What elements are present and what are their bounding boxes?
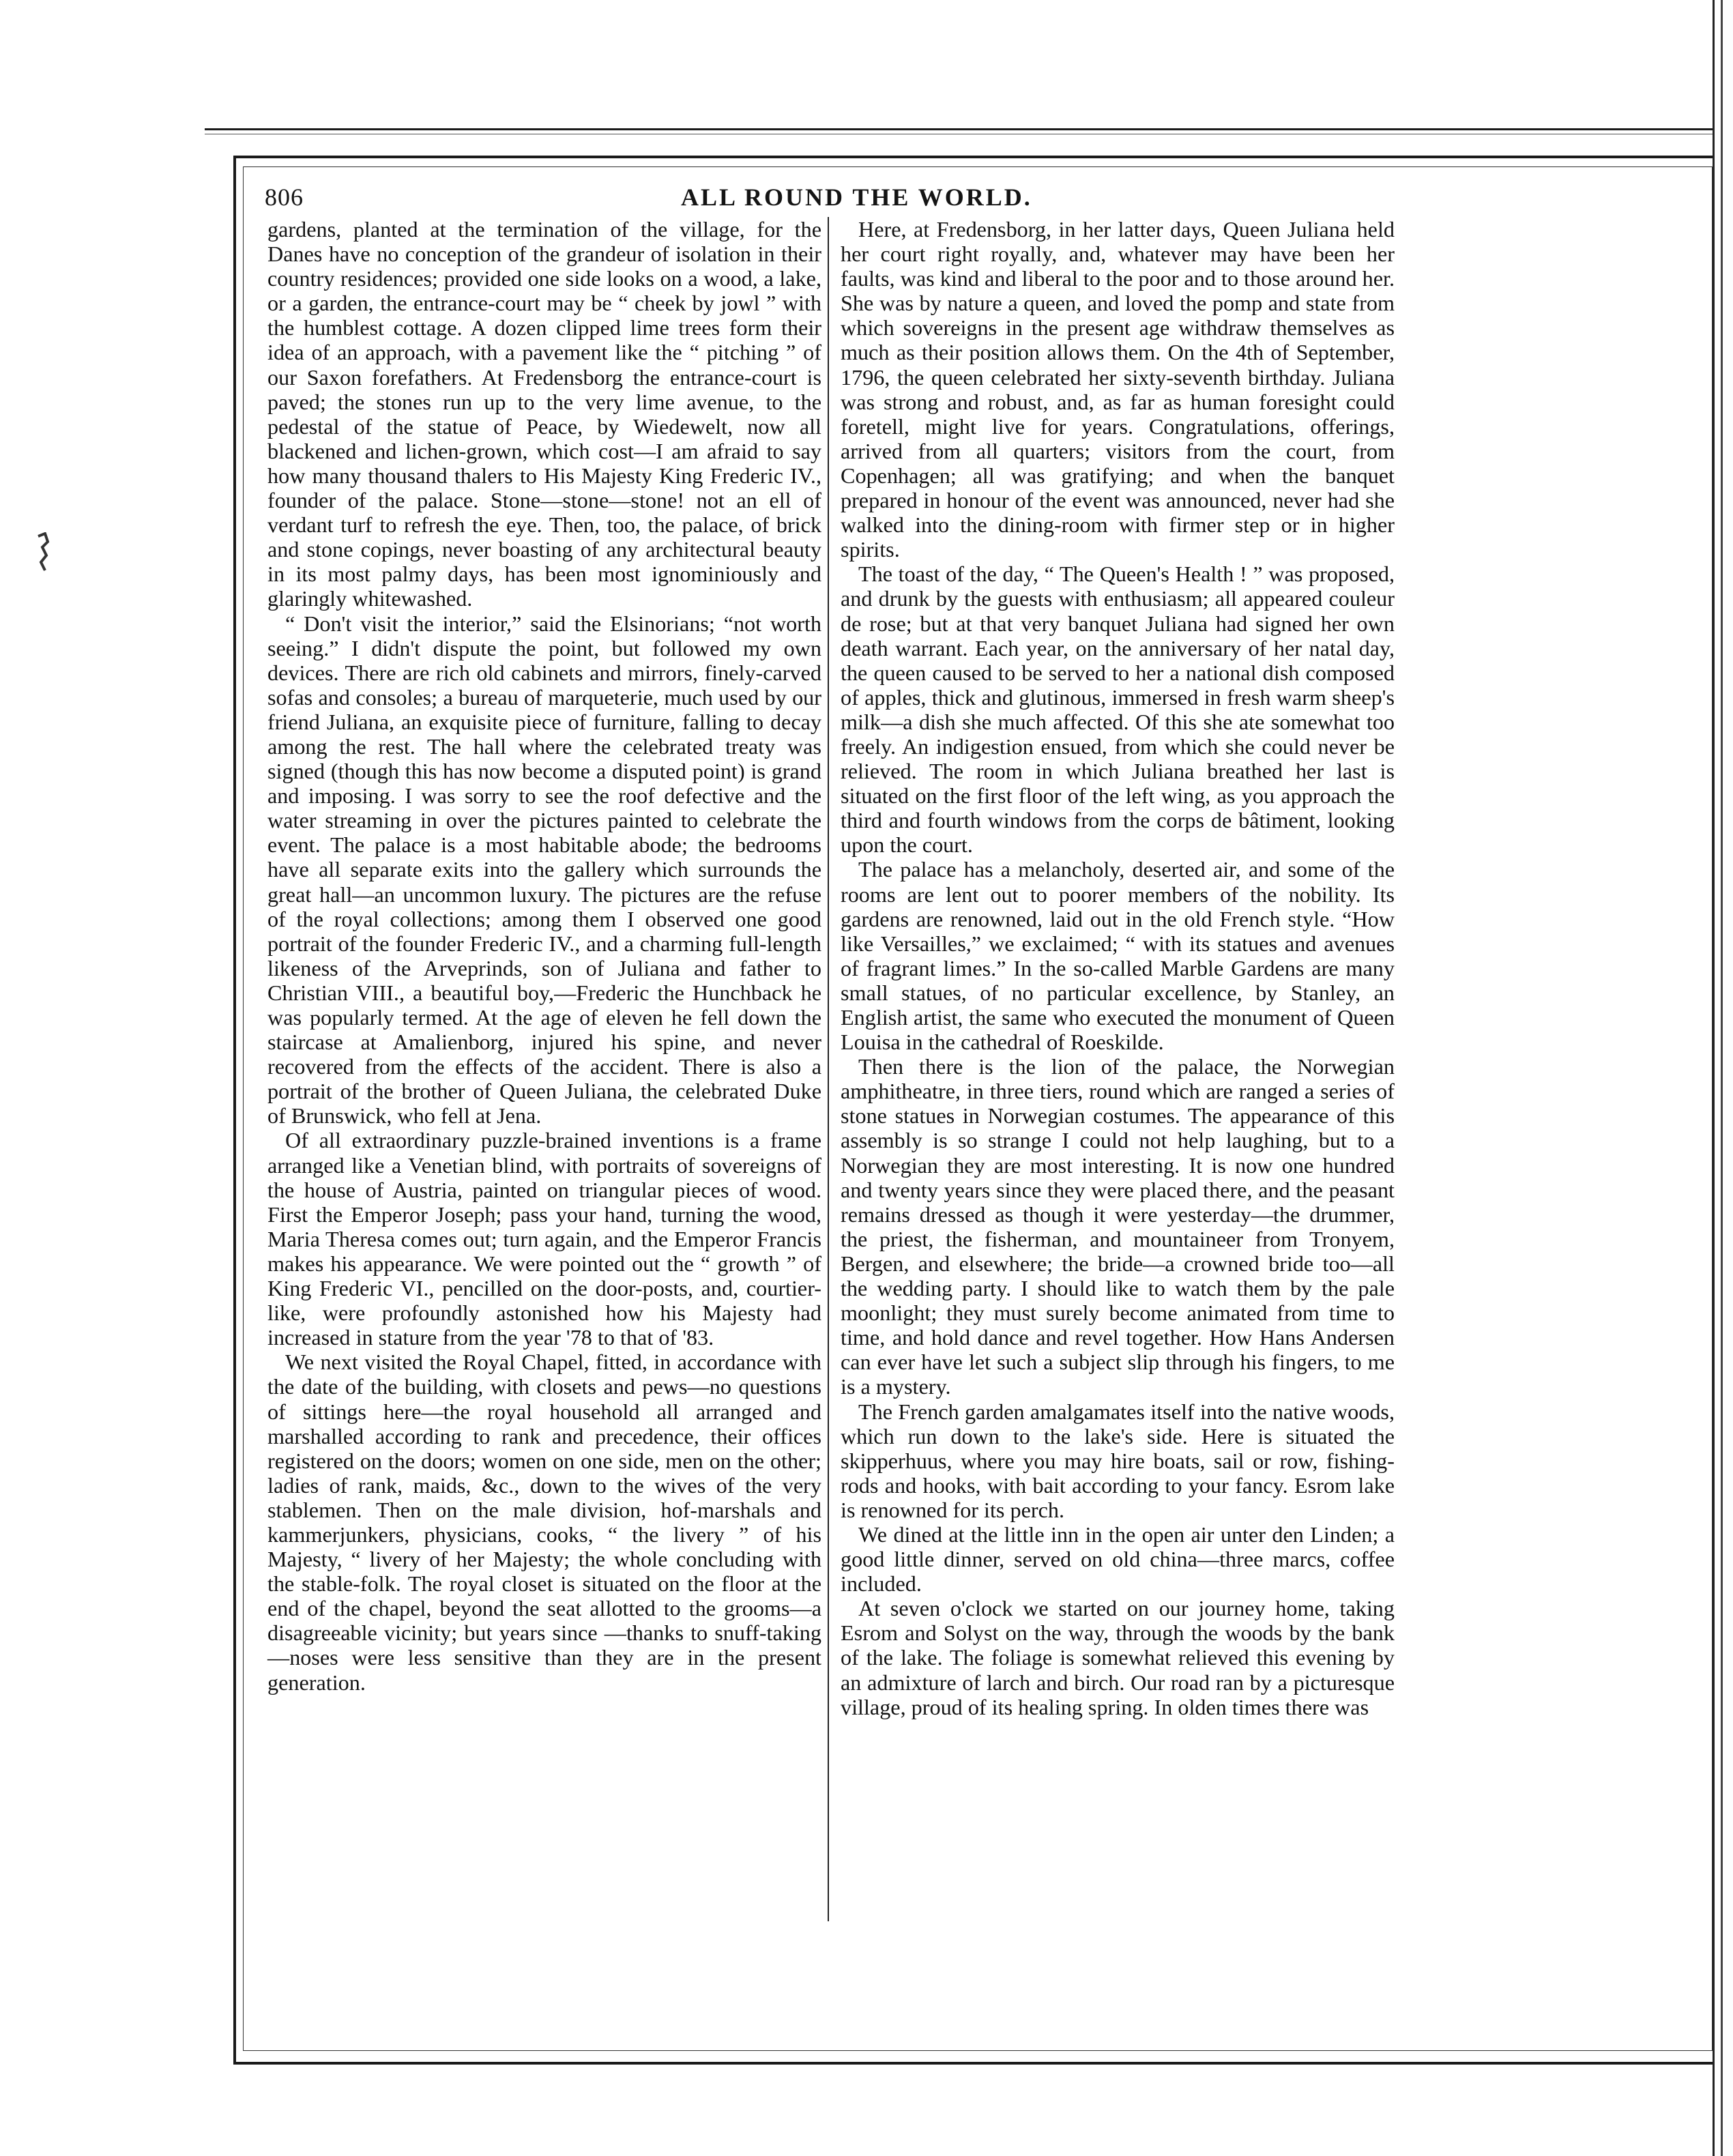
- paragraph: The toast of the day, “ The Queen's Health ! ” was proposed, and drunk by the guests with enthusiasm; all appeared couleur de rose; but at that very banquet Juliana had signed her own death warrant. Each year, on the anniversary of her natal day, the queen caused to be served to her a national dish composed of apples, thick and glutinous, immersed in fresh warm sheep's milk—a dish she much affected. Of this she ate somewhat too freely. An indigestion ensued, from which she could never be relieved. The room in which Juliana breathed her last is situated on the first floor of the left wing, as you approach the third and fourth windows from the corps de bâtiment, looking upon the court.: [841, 562, 1395, 858]
- binding-mark: [35, 532, 50, 573]
- top-rule: [205, 128, 1733, 130]
- column-divider: [828, 217, 829, 1921]
- page-number: 806: [265, 184, 304, 211]
- right-column: [841, 217, 1395, 1719]
- paragraph: “ Don't visit the interior,” said the Elsinorians; “not worth seeing.” I didn't dispute the point, but followed my own devices. There are rich old cabinets and mirrors, finely-carved sofas and consoles; a bureau of marqueterie, much used by our friend Juliana, an exquisite piece of furniture, falling to decay among the rest. The hall where the celebrated treaty was signed (though this has now become a disputed point) is grand and imposing. I was sorry to see the roof defective and the water streaming in over the pictures painted to celebrate the event. The palace is a most habitable abode; the bedrooms have all separate exits into the gallery which surrounds the great hall—an uncommon luxury. The pictures are the refuse of the royal collections; among them I observed one good portrait of the founder Frederic IV., and a charming full-length likeness of the Arveprinds, son of Juliana and father to Christian VIII., a beautiful boy,—Frederic the Hunchback he was popularly termed. At the age of eleven he fell down the staircase at Amalienborg, injured his spine, and never recovered from the effects of the accident. There is also a portrait of the brother of Queen Juliana, the celebrated Duke of Brunswick, who fell at Jena.: [267, 611, 821, 1128]
- next-page-edge-rule: [1721, 0, 1723, 2156]
- paragraph: We next visited the Royal Chapel, fitted, in accordance with the date of the building, with closets and pews—no questions of sittings here—the royal household all arranged and marshalled according to rank and precedence, their offices registered on the doors; women on one side, men on the other; ladies of rank, maids, &c., down to the wives of the very stablemen. Then on the male division, hof-marshals and kammerjunkers, physicians, cooks, “ the livery ” of his Majesty, “ livery of her Majesty; the whole concluding with the stable-folk. The royal closet is situated on the floor at the end of the chapel, beyond the seat allotted to the grooms—a disagreeable vicinity; but years since —thanks to snuff-taking—noses were less sensitive than they are in the present generation.: [267, 1350, 821, 1695]
- paragraph: gardens, planted at the termination of the village, for the Danes have no conception of the grandeur of isolation in their country residences; provided one side looks on a wood, a lake, or a garden, the entrance-court may be “ cheek by jowl ” with the humblest cottage. A dozen clipped lime trees form their idea of an approach, with a pavement like the “ pitching ” of our Saxon forefathers. At Fredensborg the entrance-court is paved; the stones run up to the very lime avenue, to the pedestal of the statue of Peace, by Wiedewelt, now all blackened and lichen-grown, which cost—I am afraid to say how many thousand thalers to His Majesty King Frederic IV., founder of the palace. Stone—stone—stone! not an ell of verdant turf to refresh the eye. Then, too, the palace, of brick and stone copings, never boasting of any architectural beauty in its most palmy days, has been most ignominiously and glaringly whitewashed.: [267, 217, 821, 611]
- running-header: [265, 177, 1397, 216]
- running-title: ALL ROUND THE WORLD.: [681, 184, 1032, 211]
- next-page-edge: [1713, 0, 1733, 2156]
- paragraph: Of all extraordinary puzzle-brained inventions is a frame arranged like a Venetian blind, with portraits of sovereigns of the house of Austria, painted on triangular pieces of wood. First the Emperor Joseph; pass your hand, turning the wood, Maria Theresa comes out; turn again, and the Emperor Francis makes his appearance. We were pointed out the “ growth ” of King Frederic VI., pencilled on the door-posts, and, courtier-like, were profoundly astonished how his Majesty had increased in stature from the year '78 to that of '83.: [267, 1128, 821, 1350]
- paragraph: Then there is the lion of the palace, the Norwegian amphitheatre, in three tiers, round which are ranged a series of stone statues in Norwegian costumes. The appearance of this assembly is so strange I could not help laughing, but to a Norwegian they are most interesting. It is now one hundred and twenty years since they were placed there, and the peasant remains dressed as though it were yesterday—the drummer, the priest, the fisherman, and mountaineer from Tronyem, Bergen, and elsewhere; the bride—a crowned bride too—all the wedding party. I should like to watch them by the pale moonlight; they must surely become animated from time to time, and hold dance and revel together. How Hans Andersen can ever have let such a subject slip through his fingers, to me is a mystery.: [841, 1054, 1395, 1399]
- paragraph: Here, at Fredensborg, in her latter days, Queen Juliana held her court right royally, and, whatever may have been her faults, was kind and liberal to the poor and to those around her. She was by nature a queen, and loved the pomp and state from which sovereigns in the present age withdraw themselves as much as their position allows them. On the 4th of September, 1796, the queen celebrated her sixty-seventh birthday. Juliana was strong and robust, and, as far as human foresight could foretell, might live for years. Congratulations, offerings, arrived from all quarters; visitors from the court, from Copenhagen; all was gratifying; and when the banquet prepared in honour of the event was announced, never had she walked into the dining-room with firmer step or in higher spirits.: [841, 217, 1395, 562]
- paragraph: At seven o'clock we started on our journey home, taking Esrom and Solyst on the way, through the woods by the bank of the lake. The foliage is somewhat relieved this evening by an admixture of larch and birch. Our road ran by a picturesque village, proud of its healing spring. In olden times there was: [841, 1596, 1395, 1719]
- paragraph: The French garden amalgamates itself into the native woods, which run down to the lake's side. Here is situated the skipperhuus, where you may hire boats, sail or row, fishing-rods and hooks, with bait according to your fancy. Esrom lake is renowned for its perch.: [841, 1399, 1395, 1522]
- paragraph: The palace has a melancholy, deserted air, and some of the rooms are lent out to poorer members of the nobility. Its gardens are renowned, laid out in the old French style. “How like Versailles,” we exclaimed; “ with its statues and avenues of fragrant limes.” In the so-called Marble Gardens are many small statues, of no particular excellence, by Stanley, an English artist, the same who executed the monument of Queen Louisa in the cathedral of Roeskilde.: [841, 857, 1395, 1055]
- left-column: [267, 217, 821, 1695]
- paragraph: We dined at the little inn in the open air unter den Linden; a good little dinner, served on old china—three marcs, coffee included.: [841, 1521, 1395, 1597]
